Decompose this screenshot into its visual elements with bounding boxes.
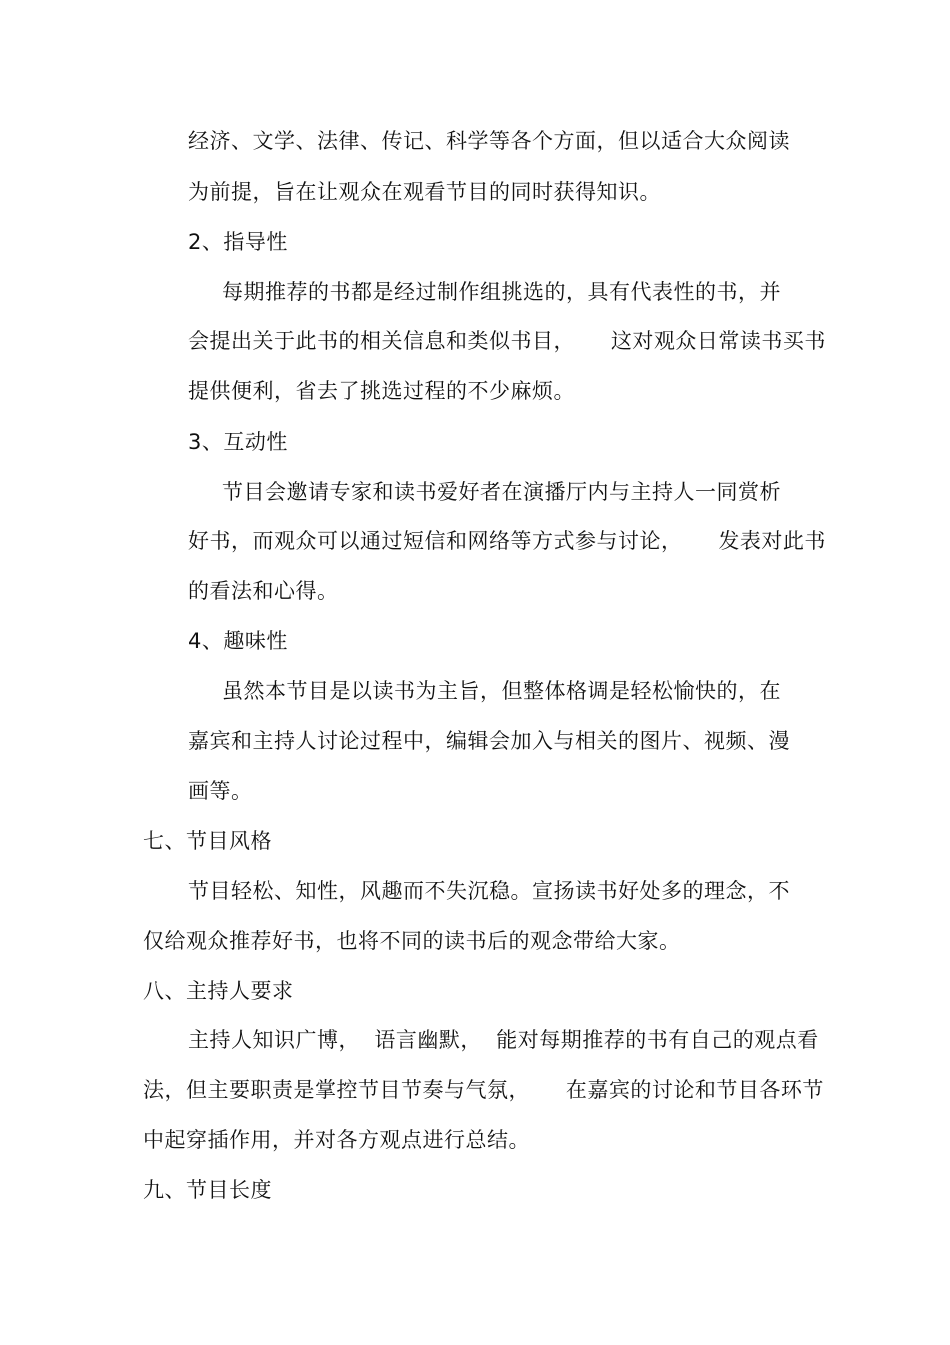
paragraph-line: 节目会邀请专家和读书爱好者在演播厅内与主持人一同赏析 bbox=[222, 480, 781, 504]
paragraph-line: 节目轻松、知性，风趣而不失沉稳。宣扬读书好处多的理念，不 bbox=[188, 879, 790, 903]
paragraph-line: 仅给观众推荐好书，也将不同的读书后的观念带给大家。 bbox=[143, 929, 681, 953]
section-heading: 4、趣味性 bbox=[188, 629, 288, 653]
paragraph-line: 每期推荐的书都是经过制作组挑选的，具有代表性的书，并 bbox=[222, 280, 781, 304]
paragraph-line: 的看法和心得。 bbox=[188, 579, 339, 603]
section-heading: 2、指导性 bbox=[188, 230, 288, 254]
paragraph-line: 经济、文学、法律、传记、科学等各个方面，但以适合大众阅读 bbox=[188, 129, 790, 153]
section-heading: 七、节目风格 bbox=[143, 829, 272, 853]
paragraph-line: 法，但主要职责是掌控节目节奏与气氛， 在嘉宾的讨论和节目各环节 bbox=[143, 1078, 824, 1102]
paragraph-line: 为前提，旨在让观众在观看节目的同时获得知识。 bbox=[188, 180, 661, 204]
paragraph-line: 主持人知识广博， 语言幽默， 能对每期推荐的书有自己的观点看 bbox=[188, 1028, 819, 1052]
paragraph-line: 会提出关于此书的相关信息和类似书目， 这对观众日常读书买书 bbox=[188, 329, 826, 353]
paragraph-line: 好书，而观众可以通过短信和网络等方式参与讨论， 发表对此书 bbox=[188, 529, 826, 553]
paragraph-line: 画等。 bbox=[188, 779, 253, 803]
paragraph-line: 虽然本节目是以读书为主旨，但整体格调是轻松愉快的，在 bbox=[222, 679, 781, 703]
paragraph-line: 嘉宾和主持人讨论过程中，编辑会加入与相关的图片、视频、漫 bbox=[188, 729, 790, 753]
paragraph-line: 提供便利，省去了挑选过程的不少麻烦。 bbox=[188, 379, 575, 403]
paragraph-line: 中起穿插作用，并对各方观点进行总结。 bbox=[143, 1128, 530, 1152]
section-heading: 九、节目长度 bbox=[143, 1178, 272, 1202]
section-heading: 3、互动性 bbox=[188, 430, 288, 454]
section-heading: 八、主持人要求 bbox=[143, 979, 294, 1003]
